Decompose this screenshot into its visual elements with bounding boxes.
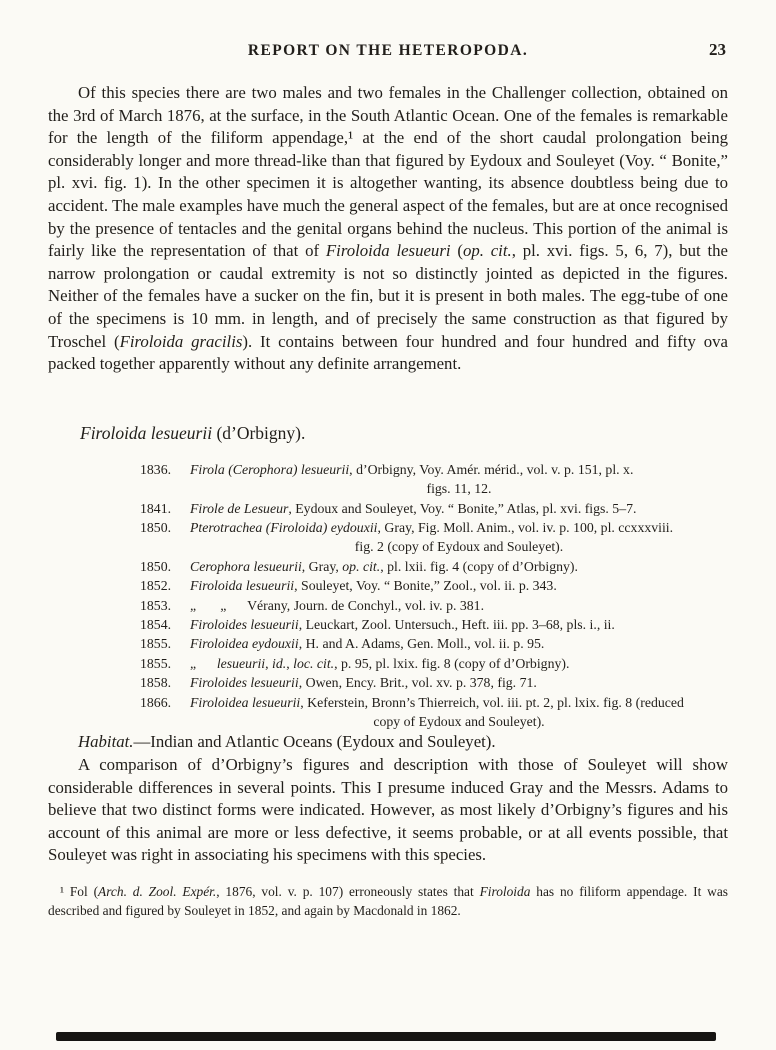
entry-year: 1866. <box>140 694 172 710</box>
synonymy-entry <box>140 576 728 595</box>
entry-text <box>190 557 728 576</box>
entry-citation: Pterotrachea (Firoloida) eydouxii, Gray, Fig. Moll. Anim., vol. iv. p. 100, pl. ccxxxviii. <box>190 519 674 535</box>
entry-text <box>190 460 728 499</box>
entry-year: 1836. <box>140 461 172 477</box>
synonymy-entry <box>140 596 728 615</box>
entry-citation: Firoloides lesueurii, Owen, Ency. Brit., vol. xv. p. 378, fig. 71. <box>190 675 537 691</box>
entry-year: 1858. <box>140 675 172 691</box>
page-number: 23 <box>709 40 726 59</box>
entry-text <box>190 654 728 673</box>
entry-citation: Firola (Cerophora) lesueurii, d’Orbigny, Voy. Amér. mérid., vol. v. p. 151, pl. x. <box>190 461 634 477</box>
footnote: ¹ Fol (Arch. d. Zool. Expér., 1876, vol. v. p. 107) erroneously states that Firoloida has no filiform appendage. It was described and figured by Souleyet in 1852, and again by Macdonald in 1862. <box>48 883 728 918</box>
entry-citation: Firole de Lesueur, Eydoux and Souleyet, Voy. “ Bonite,” Atlas, pl. xvi. figs. 5–7. <box>190 500 637 516</box>
entry-year: 1850. <box>140 519 172 535</box>
entry-year: 1854. <box>140 616 172 632</box>
synonymy-entry <box>140 460 728 499</box>
entry-text <box>190 615 728 634</box>
entry-text <box>190 576 728 595</box>
entry-citation-continuation: copy of Eydoux and Souleyet). <box>373 714 545 729</box>
entry-text <box>190 634 728 653</box>
running-title: REPORT ON THE HETEROPODA. <box>247 42 529 59</box>
entry-citation: „ „ Vérany, Journ. de Conchyl., vol. iv. p. 381. <box>190 597 485 613</box>
synonymy-list <box>140 460 728 732</box>
entry-year: 1850. <box>140 558 172 574</box>
synonymy-entry <box>140 693 728 732</box>
synonymy-entry <box>140 634 728 653</box>
entry-text <box>190 499 728 518</box>
synonymy-entry <box>140 615 728 634</box>
entry-year: 1855. <box>140 636 172 652</box>
entry-year: 1852. <box>140 578 172 594</box>
habitat-line: Habitat.—Indian and Atlantic Oceans (Eydoux and Souleyet). <box>78 732 496 752</box>
entry-year: 1841. <box>140 500 172 516</box>
entry-citation: Cerophora lesueurii, Gray, op. cit., pl. lxii. fig. 4 (copy of d’Orbigny). <box>190 558 578 574</box>
entry-citation: Firoloidea lesueurii, Keferstein, Bronn’s Thierreich, vol. iii. pt. 2, pl. lxix. fig. 8 (reduced <box>190 694 684 710</box>
synonymy-entry <box>140 557 728 576</box>
entry-citation-continuation: figs. 11, 12. <box>426 481 492 497</box>
species-heading: Firoloida lesueurii (d’Orbigny). <box>80 422 306 443</box>
entry-text <box>190 693 728 732</box>
discussion-paragraph: A comparison of d’Orbigny’s figures and description with those of Souleyet will show considerable differences in several points. This I presume induced Gray and the Messrs. Adams to believe that two distinct forms were indicated. However, as most likely d’Orbigny’s figures and his account of this animal are more or less defective, it seems probable, or at all events possible, that Souleyet was right in associating his specimens with this species. <box>48 755 728 865</box>
entry-year: 1853. <box>140 597 172 613</box>
synonymy-entry <box>140 518 728 557</box>
synonymy-entry <box>140 499 728 518</box>
entry-citation: Firoloidea eydouxii, H. and A. Adams, Gen. Moll., vol. ii. p. 95. <box>190 636 545 652</box>
page-header <box>48 40 728 62</box>
entry-citation: Firoloides lesueurii, Leuckart, Zool. Untersuch., Heft. iii. pp. 3–68, pls. i., ii. <box>190 616 615 632</box>
entry-citation: Firoloida lesueurii, Souleyet, Voy. “ Bonite,” Zool., vol. ii. p. 343. <box>190 578 557 594</box>
synonymy-entry <box>140 673 728 692</box>
entry-year: 1855. <box>140 655 172 671</box>
entry-text <box>190 673 728 692</box>
entry-citation-continuation: fig. 2 (copy of Eydoux and Souleyet). <box>354 539 564 555</box>
synonymy-entry <box>140 654 728 673</box>
main-paragraph: Of this species there are two males and two females in the Challenger collection, obtained on the 3rd of March 1876, at the surface, in the South Atlantic Ocean. One of the females is remarkable for the length of the filiform appendage,¹ at the end of the short caudal prolongation being considerably longer and more thread-like than that figured by Eydoux and Souleyet (Voy. “ Bonite,” pl. xvi. fig. 1). In the other specimen it is altogether wanting, its absence doubtless being due to accident. The male examples have much the general aspect of the females, but are at once recognised by the presence of tentacles and the genital organs behind the nucleus. This portion of the animal is fairly like the representation of that of Firoloida lesueuri (op. cit., pl. xvi. figs. 5, 6, 7), but the narrow prolongation or caudal extremity is not so distinctly jointed as depicted in the figures. Neither of the females have a sucker on the fin, but it is present in both males. The egg-tube of one of the specimens is 10 mm. in length, and of precisely the same construction as that figured by Troschel (Firoloida gracilis). It contains between four hundred and four hundred and fifty ova packed together apparently without any definite arrangement. <box>48 83 728 374</box>
entry-text <box>190 596 728 615</box>
entry-text <box>190 518 728 557</box>
scan-artifact-bar <box>56 1032 716 1041</box>
entry-citation: „ lesueurii, id., loc. cit., p. 95, pl. lxix. fig. 8 (copy of d’Orbigny). <box>190 655 570 671</box>
